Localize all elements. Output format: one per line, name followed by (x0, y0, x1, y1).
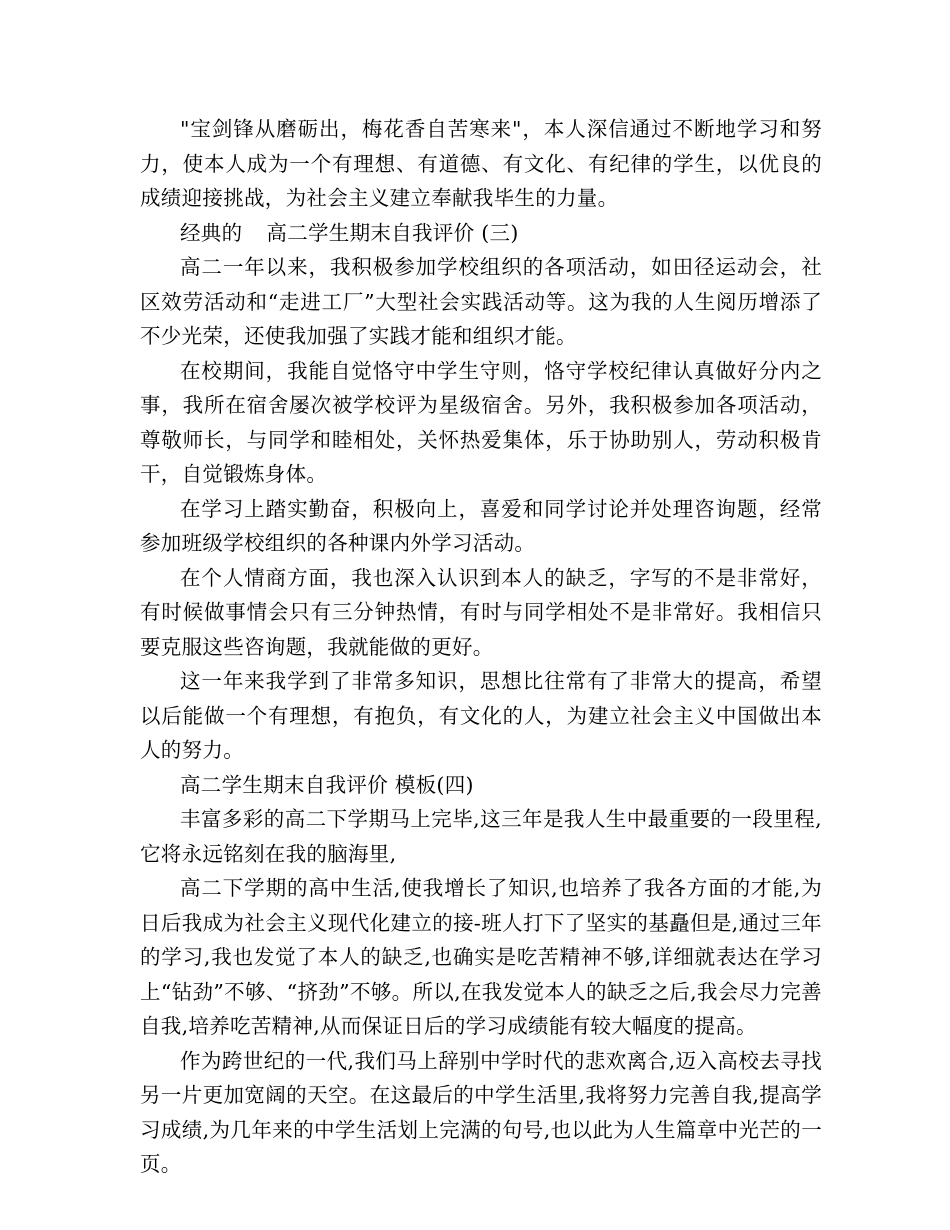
section-heading-three (140, 216, 822, 251)
paragraph-growth: 高二下学期的高中生活,使我增长了知识,也培养了我各方面的才能,为日后我成为社会主义现代化建立的接-班人打下了坚实的基矗但是,通过三年的学习,我也发觉了本人的缺乏,也确实是吃苦精神不够,详细就表达在学习上“钻劲”不够、“挤劲”不够。所以,在我发觉本人的缺乏之后,我会尽力完善自我,培养吃苦精神,从而保证日后的学习成绩能有较大幅度的提高。 (140, 876, 822, 1038)
paragraph-shortcomings: 在个人情商方面，我也深入认识到本人的缺乏，字写的不是非常好，有时候做事情会只有三分钟热情，有时与同学相处不是非常好。我相信只要克服这些咨询题，我就能做的更好。 (140, 565, 822, 659)
heading-title: 高二学生期末自我评价 (三) (266, 220, 519, 245)
paragraph-study: 在学习上踏实勤奋，积极向上，喜爱和同学讨论并处理咨询题，经常参加班级学校组织的各种课内外学习活动。 (140, 496, 822, 555)
paragraph-future: 作为跨世纪的一代,我们马上辞别中学时代的悲欢离合,迈入高校去寻找另一片更加宽阔的天空。在这最后的中学生活里,我将努力完善自我,提高学习成绩,为几年来的中学生活划上完满的句号,也以此为人生篇章中光芒的一页。 (140, 1048, 822, 1176)
paragraph-summary: 这一年来我学到了非常多知识，思想比往常有了非常大的提高，希望以后能做一个有理想，有抱负，有文化的人，为建立社会主义中国做出本人的努力。 (140, 669, 822, 762)
paragraph-discipline: 在校期间，我能自觉恪守中学生守则，恪守学校纪律认真做好分内之事，我所在宿舍屡次被学校评为星级宿舍。另外，我积极参加各项活动，尊敬师长，与同学和睦相处，关怀热爱集体，乐于协助别人，劳动积极肯干，自觉锻炼身体。 (140, 358, 822, 486)
heading-prefix: 经典的 (180, 220, 243, 245)
paragraph-activities: 高二一年以来，我积极参加学校组织的各项活动，如田径运动会，社区效劳活动和“走进工厂”大型社会实践活动等。这为我的人生阅历增添了不少光荣，还使我加强了实践才能和组织才能。 (140, 255, 822, 348)
paragraph-semester-end: 丰富多彩的高二下学期马上完毕,这三年是我人生中最重要的一段里程,它将永远铭刻在我的脑海里, (140, 807, 822, 866)
paragraph-intro-quote: "宝剑锋从磨砺出，梅花香自苦寒来"，本人深信通过不断地学习和努力，使本人成为一个有理想、有道德、有文化、有纪律的学生，以优良的成绩迎接挑战，为社会主义建立奉献我毕生的力量。 (140, 117, 822, 210)
document-body (140, 112, 822, 1182)
section-heading-four: 高二学生期末自我评价 模板(四) (180, 772, 474, 797)
